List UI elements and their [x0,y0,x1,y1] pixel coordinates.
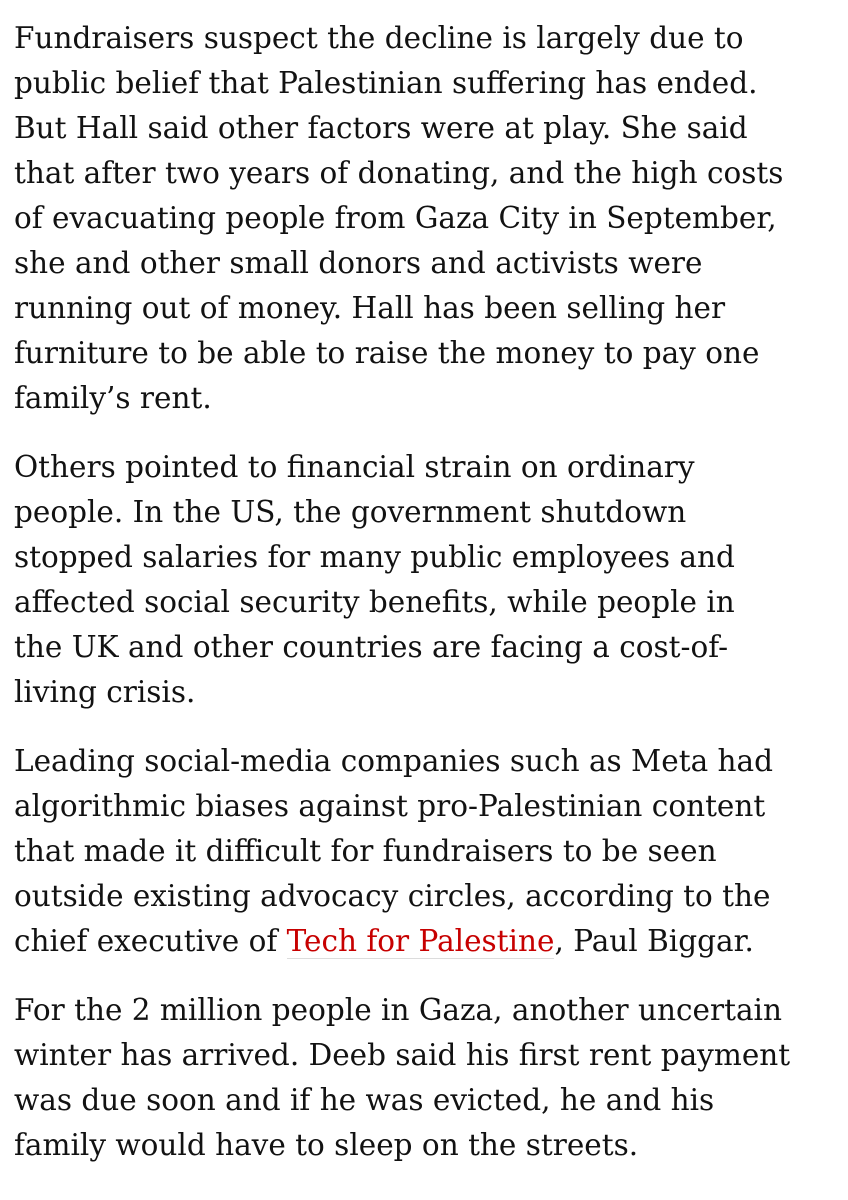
text-line: family’s rent. [14,381,212,415]
text-line: she and other small donors and activists were [14,246,703,280]
text-before-link: chief executive of [14,924,287,958]
paragraph-4 [14,988,840,1168]
text-line: running out of money. Hall has been selling her [14,291,726,325]
text-line-with-link [14,919,840,964]
text-line: algorithmic biases against pro-Palestinian content [14,789,766,823]
paragraph-1 [14,16,840,421]
text-line: winter has arrived. Deeb said his first rent payment [14,1038,791,1072]
text-after-link: , Paul Biggar. [554,924,754,958]
text-line: that after two years of donating, and the high costs [14,156,784,190]
tech-for-palestine-link[interactable]: Tech for Palestine [286,924,555,958]
text-line: Fundraisers suspect the decline is largely due to [14,21,744,55]
text-line: But Hall said other factors were at play. She said [14,111,748,145]
text-line: that made it difficult for fundraisers to be seen [14,834,717,868]
text-line: stopped salaries for many public employees and [14,540,735,574]
text-line: people. In the US, the government shutdown [14,495,687,529]
text-line: the UK and other countries are facing a cost-of- [14,630,729,664]
paragraph-2 [14,445,840,715]
text-line: of evacuating people from Gaza City in September, [14,201,777,235]
text-line: affected social security benefits, while people in [14,585,735,619]
text-line: was due soon and if he was evicted, he and his [14,1083,715,1117]
text-line: For the 2 million people in Gaza, another uncertain [14,993,782,1027]
text-line: Leading social-media companies such as Meta had [14,744,774,778]
text-line: furniture to be able to raise the money to pay one [14,336,760,370]
text-line: public belief that Palestinian suffering has ended. [14,66,758,100]
text-line: outside existing advocacy circles, according to the [14,879,771,913]
paragraph-3 [14,739,840,964]
text-line: family would have to sleep on the streets. [14,1128,639,1162]
text-line: living crisis. [14,675,196,709]
text-line: Others pointed to financial strain on ordinary [14,450,695,484]
article-body [14,16,840,1192]
